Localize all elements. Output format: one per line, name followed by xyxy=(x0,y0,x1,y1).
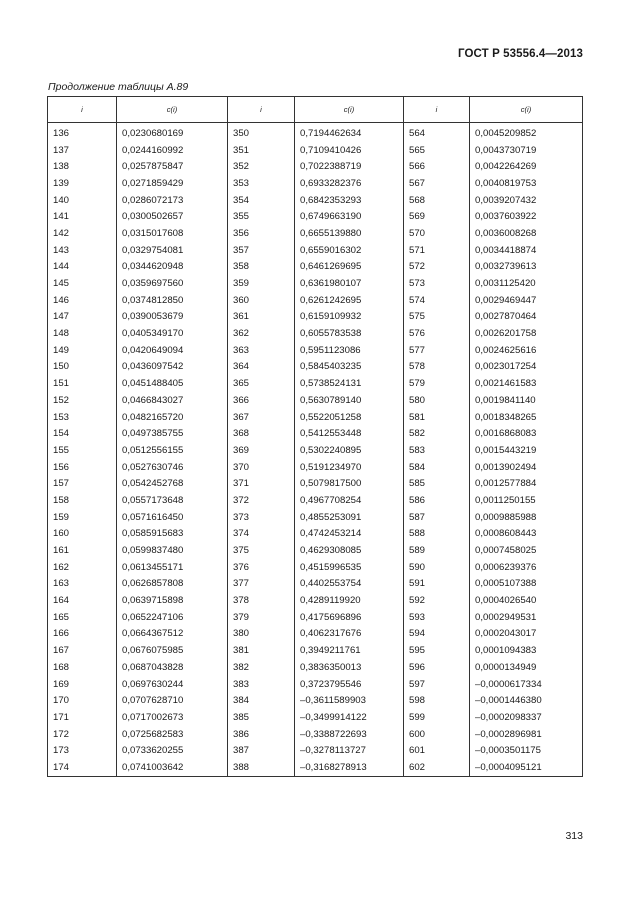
cell-ci-3: 0,0021461583 xyxy=(470,375,583,392)
table-row xyxy=(48,125,583,142)
cell-i-1: 149 xyxy=(48,342,117,359)
cell-i-3: 565 xyxy=(404,142,470,159)
table-header-row xyxy=(48,97,583,123)
cell-i-1: 143 xyxy=(48,242,117,259)
cell-i-1: 139 xyxy=(48,175,117,192)
cell-i-2: 360 xyxy=(228,292,295,309)
cell-i-1: 170 xyxy=(48,692,117,709)
cell-ci-2: 0,6055783538 xyxy=(295,325,404,342)
cell-i-2: 387 xyxy=(228,742,295,759)
cell-i-2: 355 xyxy=(228,208,295,225)
table-row xyxy=(48,742,583,759)
cell-i-1: 155 xyxy=(48,442,117,459)
cell-ci-3: 0,0023017254 xyxy=(470,359,583,376)
cell-i-2: 388 xyxy=(228,759,295,776)
cell-i-3: 596 xyxy=(404,659,470,676)
cell-i-1: 165 xyxy=(48,609,117,626)
cell-i-3: 593 xyxy=(404,609,470,626)
table-row xyxy=(48,526,583,543)
cell-i-3: 584 xyxy=(404,459,470,476)
cell-i-3: 573 xyxy=(404,275,470,292)
cell-i-1: 164 xyxy=(48,592,117,609)
cell-ci-3: 0,0027870464 xyxy=(470,309,583,326)
cell-ci-2: –0,3278113727 xyxy=(295,742,404,759)
cell-ci-2: –0,3388722693 xyxy=(295,726,404,743)
cell-ci-1: 0,0557173648 xyxy=(117,492,228,509)
table-row xyxy=(48,442,583,459)
cell-ci-1: 0,0244160992 xyxy=(117,142,228,159)
table-row xyxy=(48,325,583,342)
cell-ci-1: 0,0497385755 xyxy=(117,425,228,442)
cell-ci-1: 0,0741003642 xyxy=(117,759,228,776)
table-row xyxy=(48,392,583,409)
table-row xyxy=(48,576,583,593)
cell-i-1: 173 xyxy=(48,742,117,759)
table-row xyxy=(48,542,583,559)
cell-ci-1: 0,0359697560 xyxy=(117,275,228,292)
cell-i-3: 578 xyxy=(404,359,470,376)
table-row xyxy=(48,559,583,576)
cell-ci-2: 0,5302240895 xyxy=(295,442,404,459)
cell-ci-1: 0,0717002673 xyxy=(117,709,228,726)
cell-i-2: 362 xyxy=(228,325,295,342)
cell-ci-1: 0,0687043828 xyxy=(117,659,228,676)
column-header-ci-1: c(i) xyxy=(117,97,228,123)
cell-ci-1: 0,0527630746 xyxy=(117,459,228,476)
cell-ci-3: 0,0042264269 xyxy=(470,158,583,175)
cell-ci-2: 0,6842353293 xyxy=(295,192,404,209)
cell-i-1: 166 xyxy=(48,626,117,643)
cell-ci-2: 0,5522051258 xyxy=(295,409,404,426)
cell-i-1: 146 xyxy=(48,292,117,309)
cell-ci-3: –0,0004095121 xyxy=(470,759,583,776)
cell-i-1: 145 xyxy=(48,275,117,292)
cell-i-1: 163 xyxy=(48,576,117,593)
cell-ci-3: 0,0043730719 xyxy=(470,142,583,159)
cell-ci-2: –0,3499914122 xyxy=(295,709,404,726)
cell-ci-3: 0,0016868083 xyxy=(470,425,583,442)
cell-ci-1: 0,0466843027 xyxy=(117,392,228,409)
cell-i-1: 174 xyxy=(48,759,117,776)
cell-ci-1: 0,0613455171 xyxy=(117,559,228,576)
cell-i-2: 378 xyxy=(228,592,295,609)
cell-ci-3: –0,0002098337 xyxy=(470,709,583,726)
cell-ci-1: 0,0542452768 xyxy=(117,475,228,492)
cell-i-3: 597 xyxy=(404,676,470,693)
cell-ci-3: 0,0009885988 xyxy=(470,509,583,526)
cell-i-1: 148 xyxy=(48,325,117,342)
cell-i-2: 370 xyxy=(228,459,295,476)
cell-i-2: 374 xyxy=(228,526,295,543)
cell-ci-3: 0,0019841140 xyxy=(470,392,583,409)
column-header-i-1: i xyxy=(48,97,117,123)
cell-ci-1: 0,0725682583 xyxy=(117,726,228,743)
cell-ci-3: –0,0003501175 xyxy=(470,742,583,759)
cell-ci-1: 0,0652247106 xyxy=(117,609,228,626)
cell-ci-3: 0,0008608443 xyxy=(470,526,583,543)
cell-ci-3: 0,0013902494 xyxy=(470,459,583,476)
cell-i-2: 350 xyxy=(228,125,295,142)
cell-ci-1: 0,0707628710 xyxy=(117,692,228,709)
cell-i-2: 358 xyxy=(228,259,295,276)
cell-i-3: 591 xyxy=(404,576,470,593)
cell-ci-2: 0,5951123086 xyxy=(295,342,404,359)
cell-i-1: 156 xyxy=(48,459,117,476)
table-row xyxy=(48,626,583,643)
cell-ci-2: 0,7022388719 xyxy=(295,158,404,175)
table-row xyxy=(48,359,583,376)
table-row xyxy=(48,309,583,326)
cell-i-3: 599 xyxy=(404,709,470,726)
cell-ci-3: 0,0032739613 xyxy=(470,259,583,276)
table-row xyxy=(48,509,583,526)
cell-ci-2: 0,6655139880 xyxy=(295,225,404,242)
cell-i-2: 353 xyxy=(228,175,295,192)
cell-ci-3: 0,0004026540 xyxy=(470,592,583,609)
cell-ci-2: 0,5630789140 xyxy=(295,392,404,409)
column-header-i-2: i xyxy=(228,97,295,123)
cell-i-2: 351 xyxy=(228,142,295,159)
cell-ci-3: 0,0000134949 xyxy=(470,659,583,676)
cell-i-1: 150 xyxy=(48,359,117,376)
cell-ci-2: –0,3168278913 xyxy=(295,759,404,776)
cell-i-1: 154 xyxy=(48,425,117,442)
cell-i-3: 574 xyxy=(404,292,470,309)
cell-ci-2: 0,4629308085 xyxy=(295,542,404,559)
cell-i-2: 375 xyxy=(228,542,295,559)
table-row xyxy=(48,425,583,442)
cell-i-1: 171 xyxy=(48,709,117,726)
cell-i-1: 169 xyxy=(48,676,117,693)
page-number: 313 xyxy=(565,830,583,842)
cell-i-3: 598 xyxy=(404,692,470,709)
cell-ci-3: 0,0007458025 xyxy=(470,542,583,559)
cell-i-2: 363 xyxy=(228,342,295,359)
cell-ci-3: –0,0000617334 xyxy=(470,676,583,693)
cell-i-1: 172 xyxy=(48,726,117,743)
column-header-i-3: i xyxy=(404,97,470,123)
cell-ci-2: 0,6461269695 xyxy=(295,259,404,276)
cell-i-1: 142 xyxy=(48,225,117,242)
cell-i-2: 376 xyxy=(228,559,295,576)
cell-i-1: 138 xyxy=(48,158,117,175)
cell-ci-2: 0,4289119920 xyxy=(295,592,404,609)
cell-i-3: 567 xyxy=(404,175,470,192)
table-caption: Продолжение таблицы А.89 xyxy=(48,81,189,93)
cell-ci-2: 0,4742453214 xyxy=(295,526,404,543)
cell-i-3: 583 xyxy=(404,442,470,459)
cell-i-1: 147 xyxy=(48,309,117,326)
table-row xyxy=(48,208,583,225)
cell-ci-1: 0,0271859429 xyxy=(117,175,228,192)
cell-i-1: 159 xyxy=(48,509,117,526)
cell-ci-3: 0,0006239376 xyxy=(470,559,583,576)
cell-ci-3: 0,0024625616 xyxy=(470,342,583,359)
cell-ci-1: 0,0329754081 xyxy=(117,242,228,259)
cell-ci-3: 0,0002949531 xyxy=(470,609,583,626)
cell-i-3: 579 xyxy=(404,375,470,392)
cell-ci-3: 0,0005107388 xyxy=(470,576,583,593)
cell-ci-2: 0,6749663190 xyxy=(295,208,404,225)
table-row xyxy=(48,409,583,426)
cell-ci-1: 0,0482165720 xyxy=(117,409,228,426)
table-row xyxy=(48,142,583,159)
cell-i-2: 385 xyxy=(228,709,295,726)
table-row xyxy=(48,292,583,309)
cell-ci-3: 0,0002043017 xyxy=(470,626,583,643)
table-row xyxy=(48,709,583,726)
cell-ci-2: 0,3949211761 xyxy=(295,642,404,659)
cell-i-1: 160 xyxy=(48,526,117,543)
cell-i-3: 575 xyxy=(404,309,470,326)
cell-i-2: 380 xyxy=(228,626,295,643)
cell-ci-1: 0,0344620948 xyxy=(117,259,228,276)
cell-i-3: 570 xyxy=(404,225,470,242)
cell-i-3: 580 xyxy=(404,392,470,409)
cell-i-3: 600 xyxy=(404,726,470,743)
cell-ci-2: 0,4062317676 xyxy=(295,626,404,643)
cell-i-2: 354 xyxy=(228,192,295,209)
cell-i-3: 569 xyxy=(404,208,470,225)
cell-i-3: 572 xyxy=(404,259,470,276)
cell-ci-1: 0,0390053679 xyxy=(117,309,228,326)
cell-ci-3: 0,0040819753 xyxy=(470,175,583,192)
cell-i-1: 153 xyxy=(48,409,117,426)
cell-i-3: 586 xyxy=(404,492,470,509)
cell-i-2: 356 xyxy=(228,225,295,242)
table-row xyxy=(48,592,583,609)
cell-ci-2: 0,6261242695 xyxy=(295,292,404,309)
cell-ci-1: 0,0585915683 xyxy=(117,526,228,543)
cell-i-3: 581 xyxy=(404,409,470,426)
cell-ci-3: 0,0037603922 xyxy=(470,208,583,225)
cell-i-2: 368 xyxy=(228,425,295,442)
cell-ci-2: 0,4402553754 xyxy=(295,576,404,593)
cell-ci-3: 0,0029469447 xyxy=(470,292,583,309)
cell-ci-3: 0,0015443219 xyxy=(470,442,583,459)
cell-i-1: 162 xyxy=(48,559,117,576)
cell-i-3: 594 xyxy=(404,626,470,643)
table-row xyxy=(48,475,583,492)
cell-ci-2: 0,7194462634 xyxy=(295,125,404,142)
cell-ci-1: 0,0420649094 xyxy=(117,342,228,359)
cell-ci-2: 0,5845403235 xyxy=(295,359,404,376)
cell-i-2: 357 xyxy=(228,242,295,259)
cell-ci-1: 0,0374812850 xyxy=(117,292,228,309)
cell-i-2: 371 xyxy=(228,475,295,492)
cell-i-2: 373 xyxy=(228,509,295,526)
table-body xyxy=(48,123,583,777)
cell-i-2: 352 xyxy=(228,158,295,175)
cell-ci-2: 0,5079817500 xyxy=(295,475,404,492)
table-row xyxy=(48,225,583,242)
cell-ci-2: 0,6159109932 xyxy=(295,309,404,326)
cell-i-2: 367 xyxy=(228,409,295,426)
cell-ci-3: 0,0045209852 xyxy=(470,125,583,142)
cell-ci-3: 0,0034418874 xyxy=(470,242,583,259)
column-header-ci-3: c(i) xyxy=(470,97,583,123)
table-row xyxy=(48,275,583,292)
table-row xyxy=(48,692,583,709)
cell-ci-2: 0,3836350013 xyxy=(295,659,404,676)
cell-ci-3: 0,0039207432 xyxy=(470,192,583,209)
cell-ci-3: 0,0031125420 xyxy=(470,275,583,292)
cell-ci-3: 0,0018348265 xyxy=(470,409,583,426)
table-row xyxy=(48,676,583,693)
cell-ci-2: –0,3611589903 xyxy=(295,692,404,709)
cell-ci-2: 0,5738524131 xyxy=(295,375,404,392)
cell-i-1: 151 xyxy=(48,375,117,392)
cell-ci-3: –0,0002896981 xyxy=(470,726,583,743)
table-row xyxy=(48,759,583,776)
cell-ci-1: 0,0230680169 xyxy=(117,125,228,142)
cell-i-3: 577 xyxy=(404,342,470,359)
cell-ci-1: 0,0315017608 xyxy=(117,225,228,242)
cell-i-3: 571 xyxy=(404,242,470,259)
cell-i-1: 136 xyxy=(48,125,117,142)
cell-i-3: 592 xyxy=(404,592,470,609)
cell-i-3: 566 xyxy=(404,158,470,175)
cell-i-3: 601 xyxy=(404,742,470,759)
cell-i-2: 365 xyxy=(228,375,295,392)
cell-i-1: 161 xyxy=(48,542,117,559)
cell-i-2: 366 xyxy=(228,392,295,409)
cell-i-2: 369 xyxy=(228,442,295,459)
cell-i-2: 381 xyxy=(228,642,295,659)
cell-i-3: 568 xyxy=(404,192,470,209)
cell-i-2: 384 xyxy=(228,692,295,709)
cell-i-3: 588 xyxy=(404,526,470,543)
column-header-ci-2: c(i) xyxy=(295,97,404,123)
cell-ci-2: 0,4967708254 xyxy=(295,492,404,509)
table-row xyxy=(48,642,583,659)
cell-i-1: 144 xyxy=(48,259,117,276)
cell-i-1: 157 xyxy=(48,475,117,492)
cell-i-2: 372 xyxy=(228,492,295,509)
cell-ci-1: 0,0676075985 xyxy=(117,642,228,659)
table-row xyxy=(48,726,583,743)
cell-ci-1: 0,0639715898 xyxy=(117,592,228,609)
cell-i-2: 382 xyxy=(228,659,295,676)
cell-i-1: 141 xyxy=(48,208,117,225)
table-row xyxy=(48,459,583,476)
cell-i-3: 582 xyxy=(404,425,470,442)
cell-ci-1: 0,0300502657 xyxy=(117,208,228,225)
cell-ci-2: 0,4855253091 xyxy=(295,509,404,526)
cell-ci-3: 0,0026201758 xyxy=(470,325,583,342)
cell-ci-1: 0,0286072173 xyxy=(117,192,228,209)
standard-header: ГОСТ Р 53556.4—2013 xyxy=(458,48,583,60)
cell-ci-3: 0,0036008268 xyxy=(470,225,583,242)
cell-ci-3: –0,0001446380 xyxy=(470,692,583,709)
coefficients-table xyxy=(47,96,583,777)
cell-ci-1: 0,0571616450 xyxy=(117,509,228,526)
cell-i-1: 167 xyxy=(48,642,117,659)
cell-ci-1: 0,0733620255 xyxy=(117,742,228,759)
cell-ci-1: 0,0436097542 xyxy=(117,359,228,376)
cell-ci-1: 0,0599837480 xyxy=(117,542,228,559)
cell-i-2: 383 xyxy=(228,676,295,693)
cell-ci-1: 0,0257875847 xyxy=(117,158,228,175)
cell-i-2: 377 xyxy=(228,576,295,593)
cell-i-2: 359 xyxy=(228,275,295,292)
cell-ci-3: 0,0012577884 xyxy=(470,475,583,492)
cell-i-3: 585 xyxy=(404,475,470,492)
cell-i-3: 564 xyxy=(404,125,470,142)
cell-i-3: 602 xyxy=(404,759,470,776)
cell-ci-1: 0,0626857808 xyxy=(117,576,228,593)
cell-i-3: 590 xyxy=(404,559,470,576)
cell-ci-2: 0,3723795546 xyxy=(295,676,404,693)
cell-ci-2: 0,5191234970 xyxy=(295,459,404,476)
cell-ci-2: 0,5412553448 xyxy=(295,425,404,442)
cell-ci-1: 0,0512556155 xyxy=(117,442,228,459)
cell-i-2: 379 xyxy=(228,609,295,626)
cell-ci-2: 0,4515996535 xyxy=(295,559,404,576)
cell-ci-2: 0,4175696896 xyxy=(295,609,404,626)
cell-ci-1: 0,0451488405 xyxy=(117,375,228,392)
cell-ci-3: 0,0011250155 xyxy=(470,492,583,509)
table-row xyxy=(48,659,583,676)
cell-ci-2: 0,6933282376 xyxy=(295,175,404,192)
cell-i-3: 595 xyxy=(404,642,470,659)
cell-i-1: 152 xyxy=(48,392,117,409)
cell-ci-2: 0,6559016302 xyxy=(295,242,404,259)
table-row xyxy=(48,609,583,626)
cell-i-1: 158 xyxy=(48,492,117,509)
cell-ci-1: 0,0664367512 xyxy=(117,626,228,643)
table-row xyxy=(48,375,583,392)
table-row xyxy=(48,259,583,276)
cell-i-3: 587 xyxy=(404,509,470,526)
cell-i-1: 140 xyxy=(48,192,117,209)
cell-i-2: 364 xyxy=(228,359,295,376)
cell-i-1: 137 xyxy=(48,142,117,159)
cell-ci-1: 0,0697630244 xyxy=(117,676,228,693)
table-row xyxy=(48,175,583,192)
cell-ci-3: 0,0001094383 xyxy=(470,642,583,659)
cell-ci-2: 0,6361980107 xyxy=(295,275,404,292)
cell-i-3: 576 xyxy=(404,325,470,342)
table-row xyxy=(48,342,583,359)
cell-i-2: 386 xyxy=(228,726,295,743)
cell-i-1: 168 xyxy=(48,659,117,676)
table-row xyxy=(48,158,583,175)
cell-ci-1: 0,0405349170 xyxy=(117,325,228,342)
table-row xyxy=(48,492,583,509)
table-row xyxy=(48,242,583,259)
cell-i-2: 361 xyxy=(228,309,295,326)
table-row xyxy=(48,192,583,209)
cell-i-3: 589 xyxy=(404,542,470,559)
cell-ci-2: 0,7109410426 xyxy=(295,142,404,159)
